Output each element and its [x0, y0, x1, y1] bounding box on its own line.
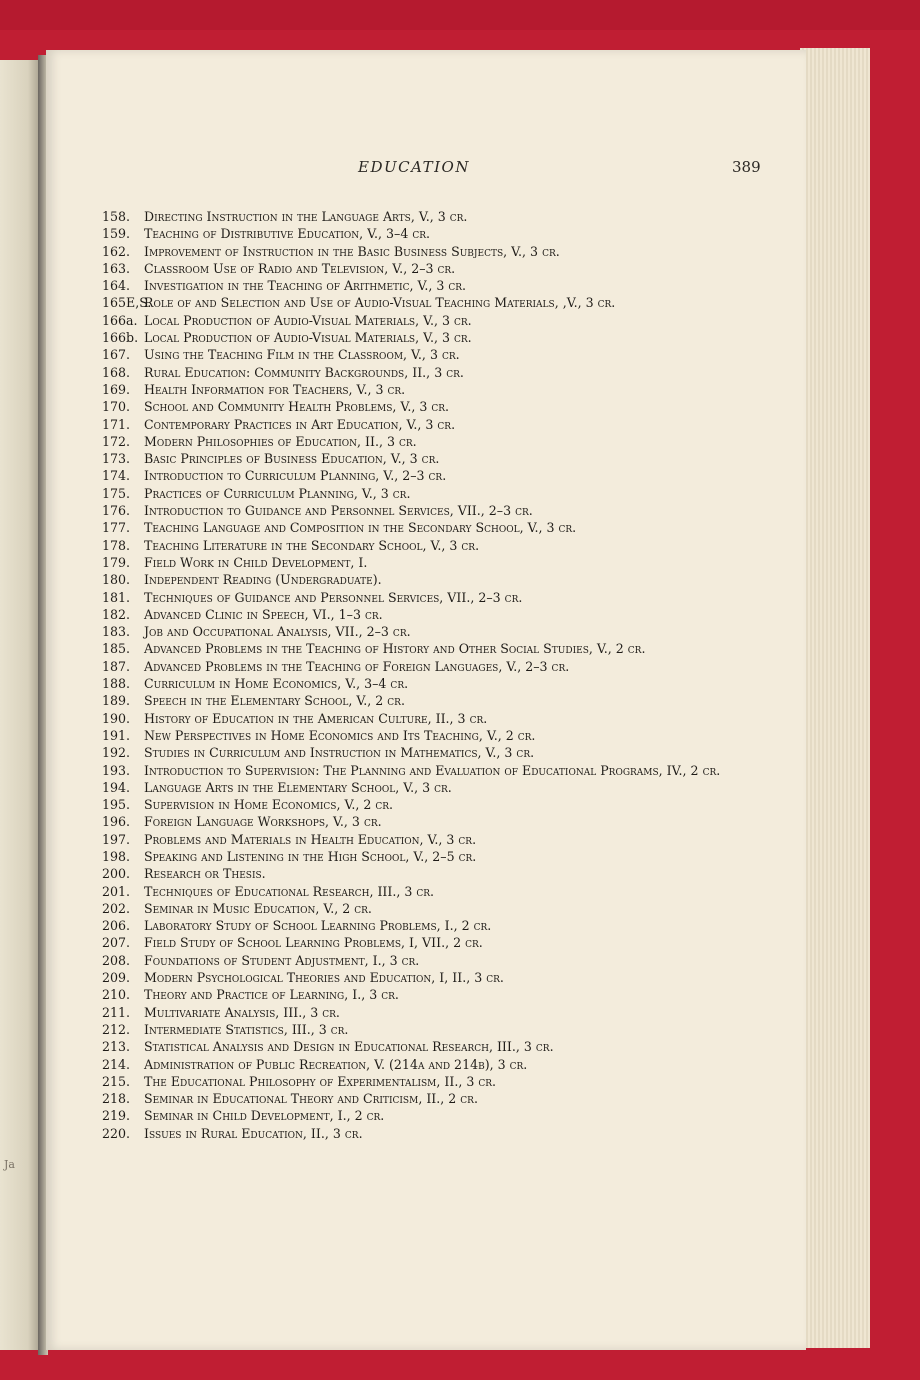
course-number: 178.	[102, 537, 131, 553]
course-title: Foundations of Student Adjustment, I., 3 cr.	[144, 952, 420, 968]
course-number: 218.	[102, 1091, 131, 1107]
course-entry	[102, 1125, 812, 1142]
course-number: 195.	[102, 797, 131, 813]
course-entry	[102, 1090, 812, 1107]
course-entry	[102, 848, 812, 865]
course-title: Health Information for Teachers, V., 3 cr.	[144, 381, 406, 397]
course-number: 211.	[102, 1004, 131, 1020]
course-number: 212.	[102, 1021, 131, 1037]
course-entry	[102, 831, 812, 848]
course-title: Local Production of Audio-Visual Materials, V., 3 cr.	[144, 312, 472, 328]
course-title: Job and Occupational Analysis, VII., 2–3 cr.	[144, 624, 411, 640]
course-title: Teaching Literature in the Secondary School, V., 3 cr.	[144, 537, 480, 553]
course-title: Speech in the Elementary School, V., 2 cr.	[144, 693, 405, 709]
course-entry	[102, 346, 812, 363]
course-number: 196.	[102, 814, 131, 830]
course-title: Problems and Materials in Health Education, V., 3 cr.	[144, 831, 477, 847]
course-title: Field Work in Child Development, I.	[144, 554, 368, 570]
page	[46, 50, 806, 1350]
course-title: Techniques of Guidance and Personnel Services, VII., 2–3 cr.	[144, 589, 523, 605]
course-number: 197.	[102, 831, 131, 847]
course-number: 169.	[102, 381, 131, 397]
course-title: Issues in Rural Education, II., 3 cr.	[144, 1125, 363, 1141]
course-entry	[102, 398, 812, 415]
course-number: 185.	[102, 641, 131, 657]
course-number: 171.	[102, 416, 131, 432]
course-entry	[102, 658, 812, 675]
course-entry	[102, 571, 812, 588]
course-entry	[102, 900, 812, 917]
course-title: Introduction to Supervision: The Planning and Evaluation of Educational Programs, IV., 2 cr.	[144, 762, 721, 778]
course-title: Seminar in Educational Theory and Criticism, II., 2 cr.	[144, 1091, 478, 1107]
course-title: Research or Thesis.	[144, 866, 266, 882]
course-entry	[102, 710, 812, 727]
course-number: 191.	[102, 727, 131, 743]
course-title: Rural Education: Community Backgrounds, II., 3 cr.	[144, 364, 464, 380]
course-title: Supervision in Home Economics, V., 2 cr.	[144, 797, 394, 813]
margin-mark: Ja	[4, 1158, 15, 1171]
page-header	[46, 158, 806, 184]
course-title: Theory and Practice of Learning, I., 3 cr.	[144, 987, 399, 1003]
course-number: 173.	[102, 451, 131, 467]
course-number: 208.	[102, 952, 131, 968]
course-entry	[102, 883, 812, 900]
course-title: New Perspectives in Home Economics and Its Teaching, V., 2 cr.	[144, 727, 536, 743]
course-title: Independent Reading (Undergraduate).	[144, 572, 382, 588]
course-number: 220.	[102, 1125, 131, 1141]
course-title: Foreign Language Workshops, V., 3 cr.	[144, 814, 382, 830]
course-number: 193.	[102, 762, 131, 778]
course-number: 210.	[102, 987, 131, 1003]
course-title: Advanced Clinic in Speech, VI., 1–3 cr.	[144, 606, 383, 622]
course-entry	[102, 416, 812, 433]
course-number: 200.	[102, 866, 131, 882]
course-entry	[102, 554, 812, 571]
course-title: The Educational Philosophy of Experimentalism, II., 3 cr.	[144, 1073, 497, 1089]
course-number: 206.	[102, 918, 131, 934]
course-title: Classroom Use of Radio and Television, V., 2–3 cr.	[144, 260, 456, 276]
course-title: Teaching of Distributive Education, V., 3–4 cr.	[144, 226, 431, 242]
course-title: Local Production of Audio-Visual Materials, V., 3 cr.	[144, 330, 472, 346]
course-entry	[102, 1021, 812, 1038]
course-entry	[102, 329, 812, 346]
course-number: 162.	[102, 243, 131, 259]
course-title: Statistical Analysis and Design in Educational Research, III., 3 cr.	[144, 1039, 554, 1055]
course-entry	[102, 519, 812, 536]
course-title: Studies in Curriculum and Instruction in Mathematics, V., 3 cr.	[144, 745, 535, 761]
course-entry	[102, 502, 812, 519]
course-number: 188.	[102, 676, 131, 692]
course-entry	[102, 294, 812, 311]
course-title: Advanced Problems in the Teaching of History and Other Social Studies, V., 2 cr.	[144, 641, 646, 657]
course-entry	[102, 796, 812, 813]
course-number: 182.	[102, 606, 131, 622]
course-entry	[102, 813, 812, 830]
course-title: Practices of Curriculum Planning, V., 3 cr.	[144, 485, 411, 501]
course-entry	[102, 640, 812, 657]
course-number: 207.	[102, 935, 131, 951]
course-entry	[102, 243, 812, 260]
course-title: History of Education in the American Culture, II., 3 cr.	[144, 710, 488, 726]
course-title: Using the Teaching Film in the Classroom, V., 3 cr.	[144, 347, 460, 363]
course-number: 172.	[102, 433, 131, 449]
course-entry	[102, 364, 812, 381]
course-entry	[102, 1038, 812, 1055]
course-entry	[102, 433, 812, 450]
course-title: Intermediate Statistics, III., 3 cr.	[144, 1021, 349, 1037]
course-title: Multivariate Analysis, III., 3 cr.	[144, 1004, 340, 1020]
course-entry	[102, 1073, 812, 1090]
course-title: School and Community Health Problems, V., 3 cr.	[144, 399, 450, 415]
course-title: Teaching Language and Composition in the Secondary School, V., 3 cr.	[144, 520, 577, 536]
course-entry	[102, 277, 812, 294]
course-title: Introduction to Guidance and Personnel Services, VII., 2–3 cr.	[144, 503, 533, 519]
course-number: 166a.	[102, 312, 138, 328]
course-entry	[102, 1107, 812, 1124]
course-number: 187.	[102, 658, 131, 674]
course-title: Basic Principles of Business Education, V., 3 cr.	[144, 451, 440, 467]
course-number: 159.	[102, 226, 131, 242]
course-number: 190.	[102, 710, 131, 726]
course-number: 166b.	[102, 330, 139, 346]
course-entry	[102, 485, 812, 502]
course-title: Speaking and Listening in the High School, V., 2–5 cr.	[144, 848, 477, 864]
course-number: 209.	[102, 970, 131, 986]
course-number: 170.	[102, 399, 131, 415]
course-number: 183.	[102, 624, 131, 640]
course-entry	[102, 606, 812, 623]
course-title: Seminar in Child Development, I., 2 cr.	[144, 1108, 385, 1124]
course-entry	[102, 260, 812, 277]
course-entry	[102, 934, 812, 951]
course-number: 194.	[102, 779, 131, 795]
course-title: Administration of Public Recreation, V. (214a and 214b), 3 cr.	[144, 1056, 528, 1072]
course-entry	[102, 208, 812, 225]
course-number: 180.	[102, 572, 131, 588]
course-entry	[102, 1004, 812, 1021]
course-title: Language Arts in the Elementary School, V., 3 cr.	[144, 779, 452, 795]
course-number: 215.	[102, 1073, 131, 1089]
course-entry	[102, 952, 812, 969]
course-title: Modern Psychological Theories and Education, I, II., 3 cr.	[144, 970, 504, 986]
course-number: 181.	[102, 589, 131, 605]
course-number: 213.	[102, 1039, 131, 1055]
course-number: 201.	[102, 883, 131, 899]
course-number: 167.	[102, 347, 131, 363]
course-entry	[102, 623, 812, 640]
course-entry	[102, 762, 812, 779]
course-entry	[102, 986, 812, 1003]
course-title: Curriculum in Home Economics, V., 3–4 cr.	[144, 676, 409, 692]
course-title: Seminar in Music Education, V., 2 cr.	[144, 900, 372, 916]
course-number: 192.	[102, 745, 131, 761]
course-title: Modern Philosophies of Education, II., 3 cr.	[144, 433, 417, 449]
course-number: 189.	[102, 693, 131, 709]
course-number: 176.	[102, 503, 131, 519]
course-number: 202.	[102, 900, 131, 916]
course-title: Advanced Problems in the Teaching of Foreign Languages, V., 2–3 cr.	[144, 658, 570, 674]
page-number: 389	[732, 158, 761, 176]
course-number: 177.	[102, 520, 131, 536]
course-number: 219.	[102, 1108, 131, 1124]
course-number: 198.	[102, 848, 131, 864]
course-number: 164.	[102, 278, 131, 294]
course-title: Improvement of Instruction in the Basic Business Subjects, V., 3 cr.	[144, 243, 560, 259]
course-entry	[102, 675, 812, 692]
cover-top-edge	[0, 0, 920, 30]
course-entry	[102, 727, 812, 744]
course-title: Techniques of Educational Research, III., 3 cr.	[144, 883, 435, 899]
course-number: 168.	[102, 364, 131, 380]
course-title: Field Study of School Learning Problems, I, VII., 2 cr.	[144, 935, 483, 951]
course-title: Contemporary Practices in Art Education, V., 3 cr.	[144, 416, 456, 432]
course-entry	[102, 865, 812, 882]
course-number: 163.	[102, 260, 131, 276]
course-number: 174.	[102, 468, 131, 484]
course-number: 158.	[102, 209, 131, 224]
course-entry	[102, 779, 812, 796]
course-entry	[102, 450, 812, 467]
course-title: Role of and Selection and Use of Audio-Visual Teaching Materials, ,V., 3 cr.	[144, 295, 616, 311]
running-head: EDUCATION	[358, 158, 470, 176]
course-number: 165E,S.	[102, 295, 152, 311]
course-entry	[102, 744, 812, 761]
course-entry	[102, 969, 812, 986]
left-page-edge	[0, 60, 40, 1350]
course-entry	[102, 589, 812, 606]
course-entry	[102, 467, 812, 484]
course-number: 179.	[102, 554, 131, 570]
course-title: Laboratory Study of School Learning Problems, I., 2 cr.	[144, 918, 492, 934]
course-entry	[102, 537, 812, 554]
course-title: Investigation in the Teaching of Arithmetic, V., 3 cr.	[144, 278, 467, 294]
course-list	[102, 208, 812, 1142]
course-entry	[102, 312, 812, 329]
course-title: Directing Instruction in the Language Arts, V., 3 cr.	[144, 209, 468, 224]
course-entry	[102, 381, 812, 398]
course-entry	[102, 692, 812, 709]
course-title: Introduction to Curriculum Planning, V., 2–3 cr.	[144, 468, 447, 484]
course-number: 175.	[102, 485, 131, 501]
course-entry	[102, 1056, 812, 1073]
course-entry	[102, 917, 812, 934]
course-number: 214.	[102, 1056, 131, 1072]
course-entry	[102, 225, 812, 242]
